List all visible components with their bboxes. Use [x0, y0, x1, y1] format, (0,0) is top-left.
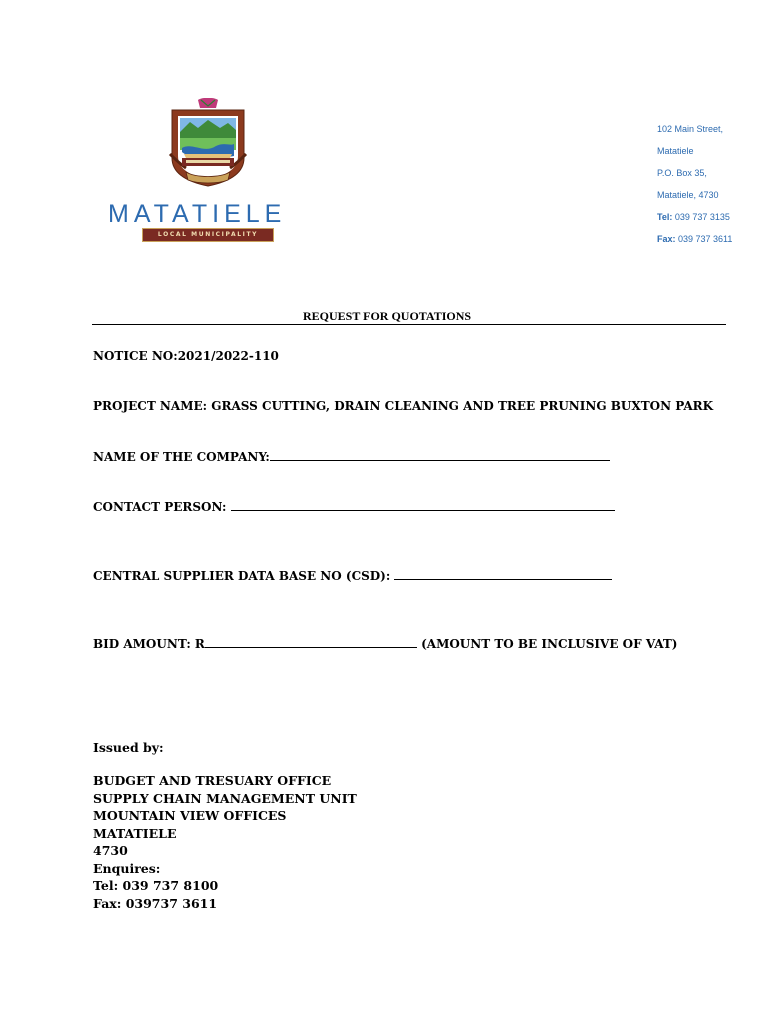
bid-amount-blank[interactable]: [205, 636, 417, 648]
bid-amount-row: [93, 636, 677, 652]
issuer-office: BUDGET AND TRESUARY OFFICE: [93, 773, 332, 788]
issuer-town: MATATIELE: [93, 825, 177, 841]
company-name-blank[interactable]: [270, 449, 610, 461]
notice-number: NOTICE NO:2021/2022-110: [93, 349, 279, 363]
enquiries-tel: Tel: 039 737 8100: [93, 878, 219, 893]
issuer-building: MOUNTAIN VIEW OFFICES: [93, 808, 287, 823]
tel-label: Tel:: [657, 212, 673, 222]
address-town: Matatiele: [657, 146, 694, 156]
issued-by-block: [93, 772, 357, 912]
contact-person-blank[interactable]: [231, 499, 615, 511]
address-fax: [657, 233, 732, 245]
bid-amount-label: BID AMOUNT: R: [93, 637, 205, 651]
contact-person-label: CONTACT PERSON:: [93, 500, 231, 514]
address-pobox: P.O. Box 35,: [657, 168, 707, 178]
title-divider: [92, 324, 726, 325]
fax-label: Fax:: [657, 234, 676, 244]
csd-blank[interactable]: [394, 568, 612, 580]
address-street: 102 Main Street,: [657, 124, 724, 134]
csd-row: [93, 568, 612, 584]
logo-banner: LOCAL MUNICIPALITY: [142, 228, 274, 242]
company-name-row: [93, 449, 610, 465]
document-title: REQUEST FOR QUOTATIONS: [303, 309, 472, 323]
municipal-crest-logo: [168, 98, 248, 190]
issuer-unit: SUPPLY CHAIN MANAGEMENT UNIT: [93, 790, 357, 806]
address-postcode: Matatiele, 4730: [657, 190, 719, 200]
issued-by-label: Issued by:: [93, 740, 164, 755]
logo-wordmark: MATATIELE: [108, 200, 287, 228]
tel-value: 039 737 3135: [672, 212, 730, 222]
contact-person-row: [93, 499, 615, 515]
bid-amount-note: (AMOUNT TO BE INCLUSIVE OF VAT): [416, 637, 678, 651]
issuer-postcode: 4730: [93, 843, 128, 858]
company-name-label: NAME OF THE COMPANY:: [93, 450, 270, 464]
enquiries-label: Enquires:: [93, 860, 161, 876]
fax-value: 039 737 3611: [675, 234, 733, 244]
enquiries-fax: Fax: 039737 3611: [93, 895, 218, 911]
project-name: PROJECT NAME: GRASS CUTTING, DRAIN CLEANING AND TREE PRUNING BUXTON PARK: [93, 399, 714, 413]
csd-label: CENTRAL SUPPLIER DATA BASE NO (CSD):: [93, 569, 395, 583]
address-tel: [657, 211, 730, 223]
